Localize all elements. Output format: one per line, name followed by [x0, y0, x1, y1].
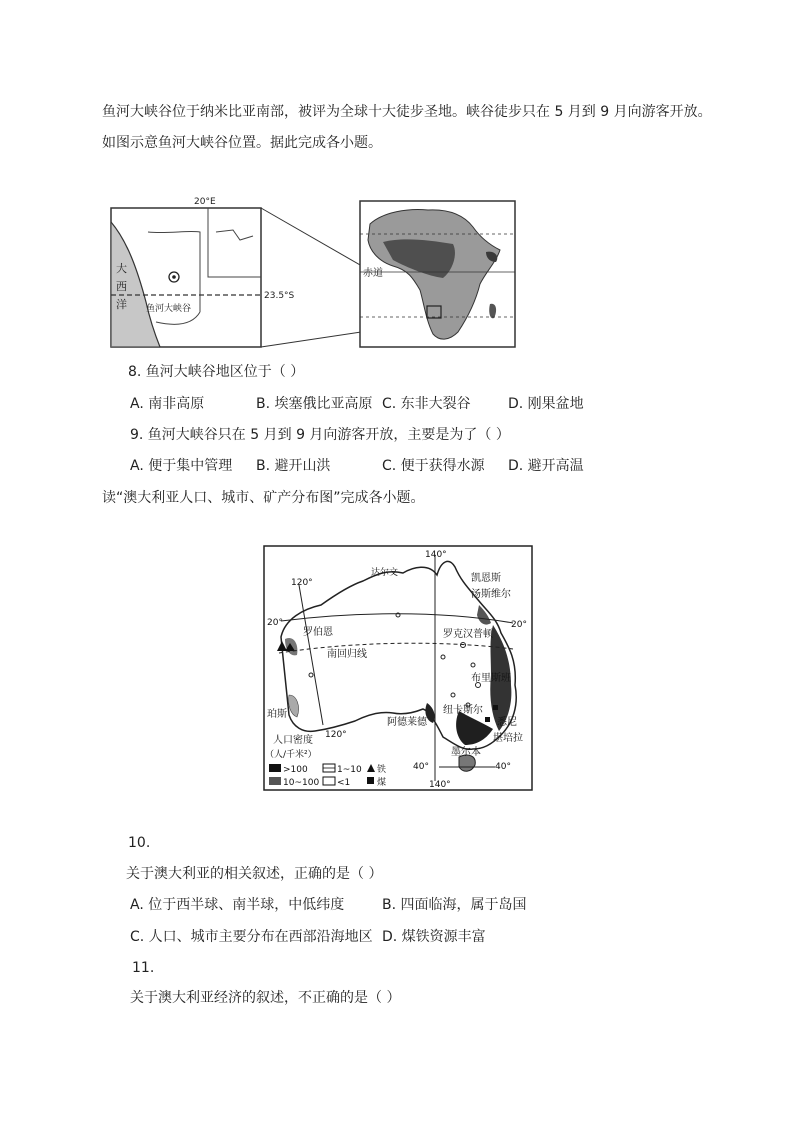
q10-option-a[interactable]: A. 位于西半球、南半球，中低纬度	[130, 897, 345, 913]
q11-number: 11.	[132, 960, 155, 976]
q8-stem: 8. 鱼河大峡谷地区位于（ ）	[128, 364, 305, 380]
figure-namibia-location	[108, 192, 520, 352]
legend-title-2: （人/千米²）	[265, 750, 317, 760]
legend-10to100: 10~100	[283, 778, 320, 788]
ocean-char-2: 西	[116, 280, 127, 293]
q10-option-b[interactable]: B. 四面临海，属于岛国	[382, 897, 527, 913]
q8-option-c[interactable]: C. 东非大裂谷	[382, 396, 471, 412]
lon-120-bottom: 120°	[325, 730, 347, 740]
city-townsville: 汤斯维尔	[471, 589, 511, 600]
ocean-char-1: 大	[116, 262, 127, 275]
city-perth: 珀斯	[267, 709, 287, 720]
tropic-capricorn-label: 南回归线	[327, 649, 367, 660]
q9-option-b[interactable]: B. 避开山洪	[256, 458, 331, 474]
equator-label: 赤道	[363, 268, 383, 279]
q8-option-b[interactable]: B. 埃塞俄比亚高原	[256, 396, 373, 412]
q10-number: 10.	[128, 835, 151, 851]
lon-140-top: 140°	[425, 550, 447, 560]
q9-stem: 9. 鱼河大峡谷只在 5 月到 9 月向游客开放，主要是为了（ ）	[130, 427, 510, 443]
figure-australia-map	[263, 545, 533, 791]
q8-option-d[interactable]: D. 刚果盆地	[508, 396, 584, 412]
legend-coal: 煤	[377, 778, 387, 788]
city-adelaide: 阿德莱德	[387, 717, 427, 728]
q11-stem: 关于澳大利亚经济的叙述，不正确的是（ ）	[130, 990, 401, 1006]
city-cairns: 凯恩斯	[471, 573, 501, 584]
q8-option-a[interactable]: A. 南非高原	[130, 396, 205, 412]
city-melbourne: 墨尔本	[451, 747, 481, 758]
city-canberra: 堪培拉	[493, 733, 523, 744]
city-rockhampton: 罗克汉普顿	[443, 629, 493, 640]
canyon-label: 鱼河大峡谷	[146, 304, 192, 314]
meridian-label: 20°E	[194, 197, 216, 207]
city-port-hedland: 罗伯恩	[303, 627, 333, 638]
city-sydney: 悉尼	[497, 717, 517, 728]
legend-title-1: 人口密度	[273, 735, 313, 746]
legend-gt100: >100	[283, 765, 308, 775]
legend-iron: 铁	[377, 765, 387, 775]
city-brisbane: 布里斯班	[471, 673, 511, 684]
legend-1to10: 1~10	[337, 765, 362, 775]
intro-line-1: 鱼河大峡谷位于纳米比亚南部，被评为全球十大徒步圣地。峡谷徒步只在 5 月到 9 月向游客开放。	[102, 104, 712, 120]
ocean-char-3: 洋	[116, 298, 127, 311]
q9-option-d[interactable]: D. 避开高温	[508, 458, 584, 474]
lon-120-top: 120°	[291, 578, 313, 588]
q10-stem: 关于澳大利亚的相关叙述，正确的是（ ）	[126, 866, 383, 882]
read-instruction: 读“澳大利亚人口、城市、矿产分布图”完成各小题。	[102, 490, 425, 506]
city-newcastle: 纽卡斯尔	[443, 705, 483, 716]
q9-option-a[interactable]: A. 便于集中管理	[130, 458, 233, 474]
lon-140-bottom: 140°	[429, 780, 451, 790]
lat-20-left: 20°	[267, 618, 283, 628]
q10-option-d[interactable]: D. 煤铁资源丰富	[382, 929, 486, 945]
intro-line-2: 如图示意鱼河大峡谷位置。据此完成各小题。	[102, 135, 382, 151]
q10-option-c[interactable]: C. 人口、城市主要分布在西部沿海地区	[130, 929, 373, 945]
legend-lt1: <1	[337, 778, 351, 788]
tropic-label: 23.5°S	[264, 291, 295, 301]
lat-40-left: 40°	[413, 762, 429, 772]
q9-option-c[interactable]: C. 便于获得水源	[382, 458, 485, 474]
lat-20-right: 20°	[511, 620, 527, 630]
lat-40-right: 40°	[495, 762, 511, 772]
city-darwin: 达尔文	[371, 568, 399, 578]
